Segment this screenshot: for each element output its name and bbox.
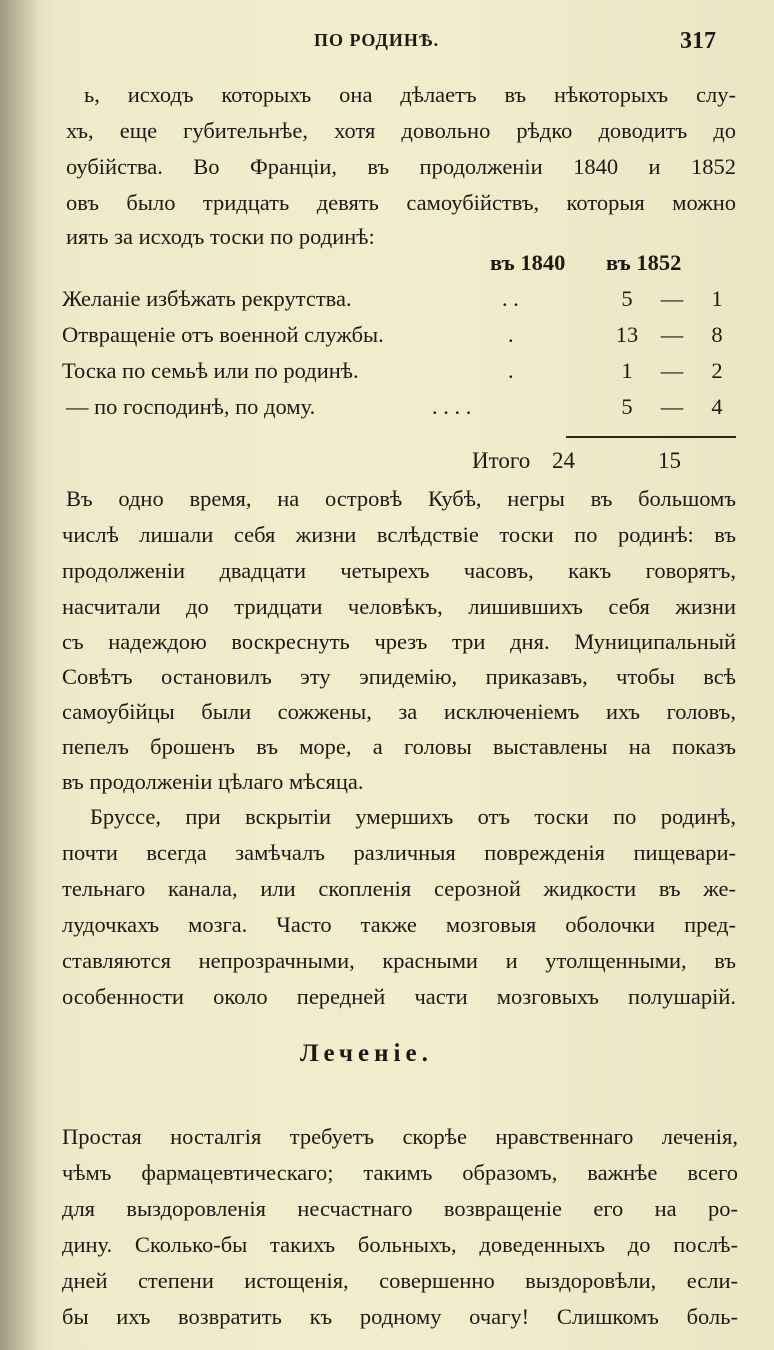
row-dash: —: [660, 322, 684, 347]
text-line: дней степени истощенія, совершенно выздоровѣли, если-: [62, 1268, 738, 1293]
row-label: Тоска по семьѣ или по родинѣ.: [62, 358, 359, 383]
text-line: почти всегда замѣчалъ различныя поврежденія пищевари-: [62, 840, 736, 865]
table-row: [62, 322, 742, 358]
text-line: для выздоровленія несчастнаго возвращеніе его на ро-: [62, 1196, 738, 1221]
value-1852: 4: [711, 394, 723, 419]
value-1840: 5: [621, 286, 633, 311]
text-line: Бруссе, при вскрытіи умершихъ отъ тоски по родинѣ,: [90, 804, 736, 829]
value-1852: 1: [711, 286, 723, 311]
row-dash: —: [660, 394, 684, 419]
text-line: самоубійцы были сожжены, за исключеніемъ ихъ головъ,: [62, 699, 736, 724]
row-leader: . .: [502, 286, 519, 311]
text-line: иять за исходъ тоски по родинѣ:: [66, 224, 375, 249]
text-line: ь, исходъ которыхъ она дѣлаетъ въ нѣкоторыхъ слу-: [84, 82, 736, 107]
row-leader: . . . .: [432, 394, 472, 419]
row-dash: —: [660, 286, 684, 311]
text-line: хъ, еще губительнѣе, хотя довольно рѣдко доводитъ до: [66, 118, 736, 143]
row-dash: —: [660, 358, 684, 383]
text-line: Совѣтъ остановилъ эту эпидемію, приказавъ, чтобы всѣ: [62, 664, 736, 689]
table-header-1840: въ 1840: [490, 250, 566, 275]
section-heading: Леченіе.: [300, 1040, 433, 1067]
total-1840: 24: [552, 448, 575, 473]
text-line: тельнаго канала, или скопленія серозной жидкости въ же-: [62, 876, 736, 901]
row-label: Желаніе избѣжать рекрутства.: [62, 286, 352, 311]
text-line: овъ было тридцать девять самоубійствъ, которыя можно: [66, 190, 736, 215]
text-line: дину. Сколько-бы такихъ больныхъ, доведенныхъ до послѣ-: [62, 1232, 738, 1257]
table-row: [62, 394, 742, 430]
text-line: ставляются непрозрачными, красными и утолщенными, въ: [62, 948, 736, 973]
text-line: лудочкахъ мозга. Часто также мозговыя оболочки пред-: [62, 912, 736, 937]
text-line: насчитали до тридцати человѣкъ, лишившихъ себя жизни: [62, 594, 736, 619]
value-1840: 13: [615, 322, 639, 347]
text-line: числѣ лишали себя жизни вслѣдствіе тоски по родинѣ: въ: [62, 522, 736, 547]
text-line: продолженіи двадцати четырехъ часовъ, какъ говорятъ,: [62, 558, 736, 583]
text-line: оубійства. Во Франціи, въ продолженіи 1840 и 1852: [66, 154, 736, 179]
row-leader: .: [508, 322, 514, 347]
text-line: Въ одно время, на островѣ Кубѣ, негры въ большомъ: [66, 486, 736, 511]
value-1852: 8: [711, 322, 723, 347]
text-line: бы ихъ возвратить къ родному очагу! Слишкомъ боль-: [62, 1304, 738, 1329]
text-line: Простая носталгія требуетъ скорѣе нравственнаго леченія,: [62, 1124, 738, 1149]
page-gutter-shadow: [0, 0, 40, 1350]
table-row: [62, 358, 742, 394]
total-label: Итого: [472, 448, 531, 473]
text-line: пепелъ брошенъ въ море, а головы выставлены на показъ: [62, 734, 736, 759]
table-header-1852: въ 1852: [606, 250, 682, 275]
row-label: — по господинѣ, по дому.: [66, 394, 316, 419]
row-leader: .: [508, 358, 514, 383]
value-1852: 2: [711, 358, 723, 383]
text-line: съ надеждою воскреснуть чрезъ три дня. Муниципальный: [62, 629, 736, 654]
page-number: 317: [680, 28, 716, 54]
value-1840: 5: [621, 394, 633, 419]
table-row: [62, 286, 742, 322]
text-line: особенности около передней части мозговыхъ полушарій.: [62, 984, 736, 1009]
running-header: ПО РОДИНѢ.: [314, 30, 440, 50]
text-line: чѣмъ фармацевтическаго; такимъ образомъ, важнѣе всего: [62, 1160, 738, 1185]
text-line: въ продолженіи цѣлаго мѣсяца.: [62, 769, 364, 794]
value-1840: 1: [621, 358, 633, 383]
total-1852: 15: [658, 448, 681, 473]
row-label: Отвращеніе отъ военной службы.: [62, 322, 384, 347]
total-rule: [566, 436, 736, 438]
